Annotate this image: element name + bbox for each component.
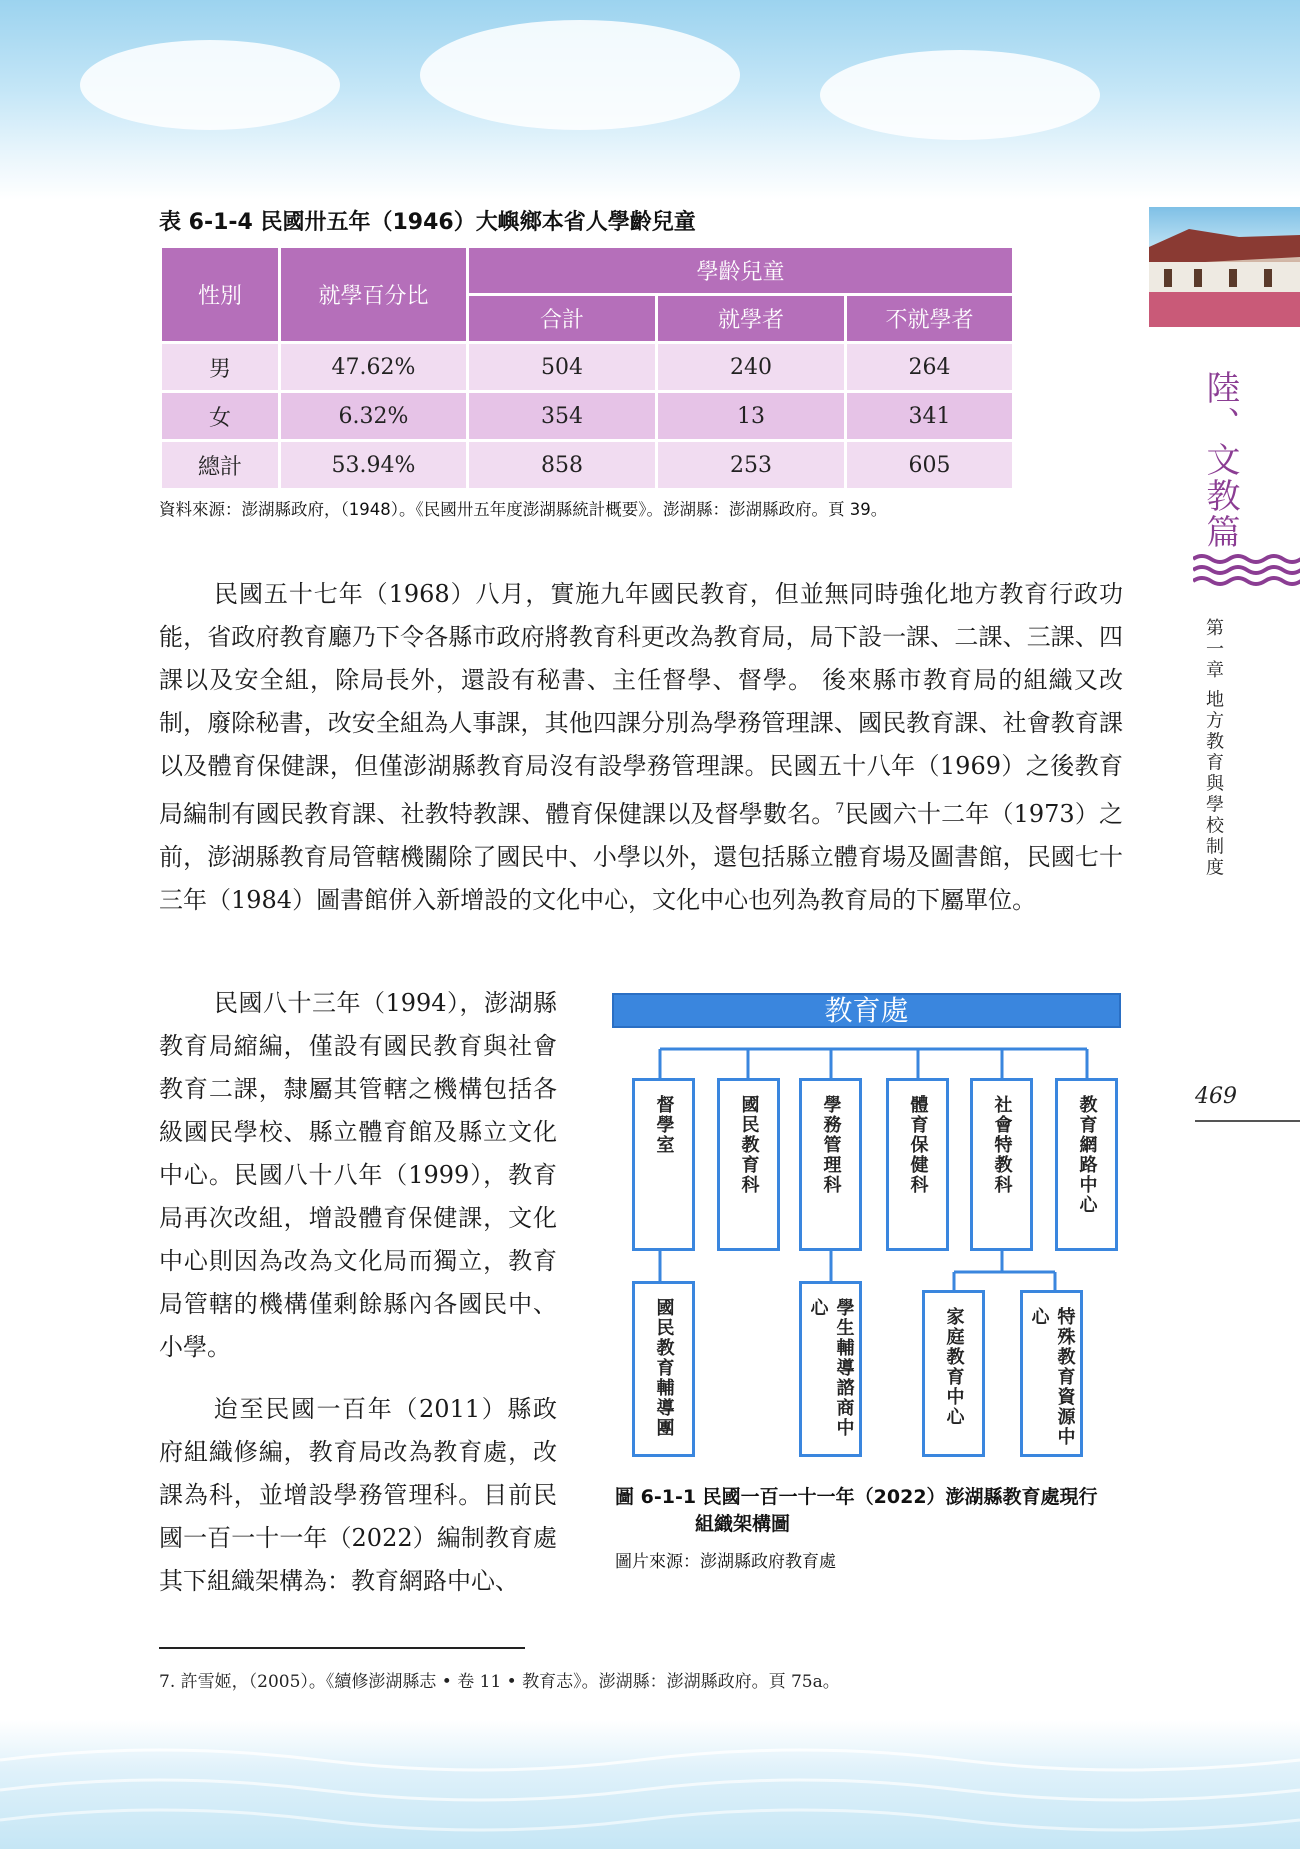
table-row (161, 441, 1014, 490)
subunit-label: 特殊教育資源中心 (1028, 1307, 1076, 1447)
paragraph-2 (159, 982, 557, 1369)
cell-not-enrolled: 341 (846, 392, 1014, 441)
unit-box-national-education (717, 1078, 780, 1251)
cell-percent: 53.94% (280, 441, 468, 490)
page-number-rule (1195, 1120, 1300, 1122)
unit-label: 社會特教科 (991, 1095, 1013, 1195)
paragraph-1-part-b: 民國六十二年（1973）之前，澎湖縣教育局管轄機關除了國民中、小學以外，還包括縣立體育場及圖書館，民國七十三年（1984）圖書館併入新增設的文化中心，文化中心也列為教育局的下屬單位。 (159, 800, 1124, 914)
wave-footer-decoration (0, 1720, 1300, 1849)
paragraph-3-text: 迨至民國一百年（2011）縣政府組織修編，教育局改為教育處，改課為科，並增設學務管理科。目前民國一百一十一年（2022）編制教育處其下組織架構為：教育網路中心、 (159, 1395, 557, 1595)
footnote-divider (159, 1647, 525, 1649)
table-source: 資料來源：澎湖縣政府，（1948）。《民國卅五年度澎湖縣統計概要》。澎湖縣：澎湖縣政府。頁 39。 (159, 500, 888, 519)
cell-total: 504 (468, 343, 657, 392)
figure-caption-line-2: 組織架構圖 (695, 1513, 791, 1535)
table-row (161, 392, 1014, 441)
table-row (161, 343, 1014, 392)
cell-total: 858 (468, 441, 657, 490)
sidebar-chapter-title: 第一章 地方教育與學校制度 (1203, 618, 1224, 879)
unit-box-academic-affairs (799, 1078, 862, 1251)
header-gender: 性別 (161, 247, 280, 343)
unit-box-inspector (632, 1078, 695, 1251)
org-root-education-department: 教育處 (612, 993, 1121, 1028)
subunit-box-student-counseling-center (799, 1281, 862, 1457)
unit-label: 教育網路中心 (1076, 1095, 1098, 1215)
unit-box-physical-health (886, 1078, 949, 1251)
purple-wave-decoration (1193, 553, 1300, 587)
header-school-age-children: 學齡兒童 (468, 247, 1014, 295)
unit-label: 體育保健科 (907, 1095, 929, 1195)
cell-enrolled: 240 (657, 343, 846, 392)
cell-not-enrolled: 605 (846, 441, 1014, 490)
unit-label: 督學室 (653, 1095, 675, 1155)
subunit-label: 國民教育輔導團 (653, 1298, 675, 1438)
unit-label: 國民教育科 (738, 1095, 760, 1195)
cell-gender: 女 (161, 392, 280, 441)
subunit-box-counseling-corps (632, 1281, 695, 1457)
subunit-label: 學生輔導諮商中心 (807, 1298, 855, 1438)
cell-not-enrolled: 264 (846, 343, 1014, 392)
wave-lines (0, 1720, 1300, 1849)
sidebar-photo (1149, 207, 1300, 327)
paragraph-3 (159, 1388, 557, 1603)
header-percent: 就學百分比 (280, 247, 468, 343)
figure-caption (615, 1484, 1098, 1538)
footnote-ref[interactable]: 7 (835, 801, 845, 817)
subunit-label: 家庭教育中心 (943, 1307, 965, 1427)
cell-percent: 6.32% (280, 392, 468, 441)
table-caption: 表 6-1-4 民國卅五年（1946）大嶼鄉本省人學齡兒童 (159, 210, 696, 235)
page-number: 469 (1195, 1084, 1237, 1109)
cell-percent: 47.62% (280, 343, 468, 392)
paragraph-1-part-a: 民國五十七年（1968）八月，實施九年國民教育，但並無同時強化地方教育行政功能，省政府教育廳乃下令各縣市政府將教育科更改為教育局，局下設一課、二課、三課、四課以及安全組，除局長外，還設有秘書、主任督學、督學。 後來縣市教育局的組織又改制，廢除秘書，改安全組為人事課，其他四課分別為學務管理課、國民教育課、社會教育課以及體育保健課，但僅澎湖縣教育局沒有設學務管理課。民國五十八年（1969）之後教育局編制有國民教育課、社教特教課、體育保健課以及督學數名。 (159, 580, 1123, 828)
cell-gender: 男 (161, 343, 280, 392)
header-not-enrolled: 不就學者 (846, 295, 1014, 343)
subunit-box-family-education-center (922, 1290, 985, 1457)
unit-label: 學務管理科 (820, 1095, 842, 1195)
paragraph-1 (159, 573, 1123, 922)
subunit-box-special-education-center (1020, 1290, 1083, 1457)
sidebar-section-title: 陸、文教篇 (1200, 370, 1240, 550)
figure-caption-line-1: 圖 6-1-1 民國一百一十一年（2022）澎湖縣教育處現行 (615, 1486, 1098, 1508)
unit-box-social-special-education (970, 1078, 1033, 1251)
school-age-children-table (159, 245, 1015, 491)
cell-enrolled: 253 (657, 441, 846, 490)
sky-banner (0, 0, 1300, 200)
header-enrolled: 就學者 (657, 295, 846, 343)
building-illustration (1149, 207, 1300, 327)
header-total: 合計 (468, 295, 657, 343)
cell-gender: 總計 (161, 441, 280, 490)
footnote-7: 7. 許雪姬，（2005）。《續修澎湖縣志 • 卷 11 • 教育志》。澎湖縣：澎湖縣政府。頁 75a。 (159, 1672, 840, 1692)
cell-total: 354 (468, 392, 657, 441)
unit-box-network-center (1055, 1078, 1118, 1251)
paragraph-2-text: 民國八十三年（1994），澎湖縣教育局縮編，僅設有國民教育與社會教育二課，隸屬其管轄之機構包括各級國民學校、縣立體育館及縣立文化中心。民國八十八年（1999），教育局再次改組，增設體育保健課，文化中心則因為改為文化局而獨立，教育局管轄的機構僅剩餘縣內各國民中、小學。 (159, 989, 557, 1361)
figure-source: 圖片來源：澎湖縣政府教育處 (615, 1552, 836, 1572)
cell-enrolled: 13 (657, 392, 846, 441)
